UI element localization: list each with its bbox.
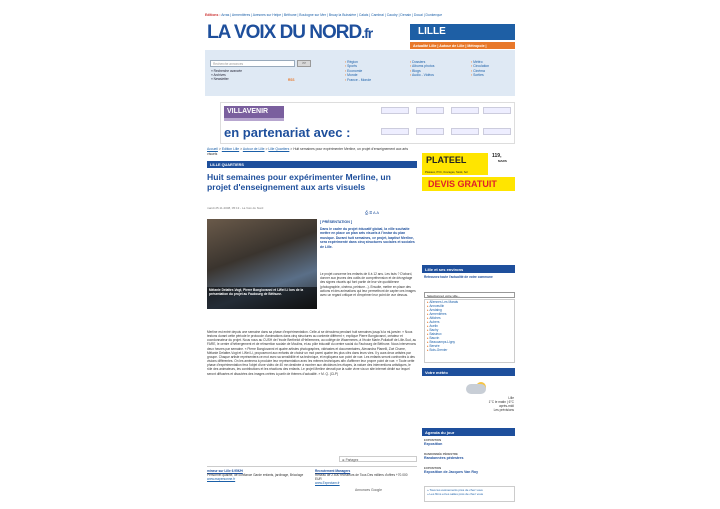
logo-suffix: .fr — [361, 25, 373, 41]
town-item[interactable]: ▸ Attiches — [427, 316, 512, 320]
menu-item[interactable]: ▪ Sorties — [471, 73, 489, 77]
editions-label: Editions : — [205, 13, 221, 17]
menu-item[interactable]: ▪ Dossiers — [410, 60, 434, 64]
agenda-header: Agenda du jour — [422, 428, 515, 436]
partner-logo — [381, 128, 409, 135]
ad-number-2: MARS — [498, 159, 507, 163]
agenda-category: RANDONNÉE PÉDESTRE — [424, 452, 458, 456]
menu-item[interactable]: ▪ France - Monde — [345, 78, 371, 82]
menu-item[interactable]: ▪ Monde — [345, 73, 371, 77]
article-body-2: Merline est entré depuis une semaine dans sa phase d'expérimentation. Celle-ci se déroulera pendant huit semaines jusqu'à la mi-janvier. « Nous testons durant cette période le protocole d'animations dans cinq structures au contexte différent », explique Pierre Bongiovanni, créateur et coordonnateur du projet. Nous nous au CUSH de l'école Berthelot d'Hellemmes, au collège de Wazemmes, à l'école Marie-Poliakoff de Lille-Sud, au FARE, le centre d'hébergement et de réinsertion sociale de Moulins, et au pôle éducatif du centre social du Faubourg de Béthune. Nous intervenons deux heures par semaine. « Pierre Bongiovanni et quatre artistes photographes, vidéastes et documentaires, Alexandra Planelli, Zoé Charre, Mélanie Delattre-Vogt et I-Wei Li, proposeront aux enfants de choisir un mot parmi quatre les plus clés dans leurs vies. Il y aura deux artistes par groupe. Chaque artiste représentera ce mot avec sa sensibilité et sa technique, et expliquera son point de vue. Les enfants seront confrontés à des visions différentes. On les amènera à produire leur représentation avec les mêmes techniques afin d'affirmer leur propre point de vue. » Toute cette phase d'expérimentation fera l'objet d'une vidéo de 40 mn destinée à montrer aux décideurs les étapes, la nature des interventions artistiques, le rôle des animateurs, les contributions et les réactions des enfants. Le projet Merline devrait par la suite vivre via un site internet dédié sur lequel seront diffusées et discutées des images créées à partir de thèmes d'actualité. » M. Q. (CLP) — [207, 330, 417, 376]
email-icon[interactable]: ✉ — [369, 210, 373, 215]
town-item[interactable]: ▸ Armentières — [427, 312, 512, 316]
ad-cta: DEVIS GRATUIT — [422, 177, 515, 191]
newsletter-link[interactable]: » Newsletter — [211, 77, 229, 82]
rss-icon[interactable]: RSS — [288, 78, 295, 82]
partner-logo — [416, 107, 444, 114]
partner-logo — [483, 107, 511, 114]
breadcrumb-autour[interactable]: Autour de Lille — [242, 147, 265, 151]
editions-bar — [205, 13, 515, 17]
agenda-item[interactable] — [424, 438, 515, 446]
search-input[interactable]: Recherche annonces — [210, 60, 295, 67]
plateel-ad[interactable] — [422, 147, 515, 203]
meteo-widget[interactable] — [424, 380, 515, 424]
city-nav[interactable]: Actualité Lille | Autour de Lille | Métropole | — [410, 42, 515, 49]
ad-text: Personnel qualifié, de confiance Garde enfants, jardinage, Bricolage — [207, 473, 304, 477]
town-item[interactable]: ▸ Annoeullin — [427, 304, 512, 308]
town-item[interactable]: ▸ Aubers — [427, 320, 512, 324]
villavenir-logo: VILLAVENIR — [224, 106, 284, 118]
town-item[interactable]: ▸ Bersée — [427, 344, 512, 348]
ad-item[interactable] — [207, 469, 305, 481]
agenda-title[interactable]: Randonnées pédestres — [424, 456, 464, 461]
menu-item[interactable]: ▪ Météo — [471, 60, 489, 64]
share-icon: ⊕ — [342, 457, 345, 462]
editions-list[interactable]: Arras | Armentières | Avesnes sur Helpe | Béthune | Boulogne sur Mer | Bruay la Buissière | Calais | Cambrai | Caudry | Denain | Douai | Dunkerque — [221, 13, 443, 17]
breadcrumb-current: Huit semaines pour expérimenter Merline, un projet d'enseignement aux arts visuels — [207, 147, 409, 156]
text-ads — [207, 466, 417, 498]
town-item[interactable]: ▸ Baisieux — [427, 332, 512, 336]
article-body-1: Le projet concerne les enfants de 6 à 12 ans. Les buts ? D'abord, donner aux jeunes des outils de compréhension et de décryptage des signes visuels qui font partie de leur vie quotidienne (photographie, cinéma, peinture...). Ensuite, mettre en place des actions et des animations qui leur permettront de capter ces images avec un regard critique et d'exprimer leur point de vue dessus. — [320, 272, 416, 298]
article-intro: Dans le cadre du projet éducatif global, la ville souhaite mettre en place un plan arts visuels à l'instar du plan musique. Durant huit semaines, ce projet, baptisé Merline, sera expérimenté dans cinq structures sociales et sociales de Lille. — [320, 227, 415, 249]
article-headline: Huit semaines pour expérimenter Merline, un projet d'enseignement aux arts visuels — [207, 172, 391, 192]
menu-col-2 — [410, 60, 434, 78]
menu-item[interactable]: ▪ Cinéma — [471, 69, 489, 73]
town-item[interactable]: ▸ Anstaing — [427, 308, 512, 312]
breadcrumb: Accueil > Edition Lille > Autour de Lille > Lille Quartiers > Huit semaines pour expérimenter Merline, un projet d'enseignement aux arts visuels — [207, 147, 409, 156]
town-select[interactable]: Sélectionnez votre ville... — [424, 292, 515, 298]
town-item[interactable]: ▸ Avelin — [427, 324, 512, 328]
town-item[interactable]: ▸ Bois-Grenier — [427, 348, 512, 352]
ad-number: 119, — [492, 153, 502, 159]
text-size-icon[interactable]: A — [376, 210, 379, 215]
text-size-icon[interactable]: A — [372, 210, 376, 215]
ad-link[interactable]: www.mapersonne.fr — [207, 477, 236, 481]
agenda-category: EXPOSITION — [424, 438, 442, 442]
page — [205, 10, 515, 509]
breadcrumb-edition[interactable]: Edition Lille — [221, 147, 240, 151]
meteo-temp: 1°C le matin | 6°C après-midi — [488, 400, 514, 408]
town-item[interactable]: ▸ Bachy — [427, 328, 512, 332]
partner-logo — [381, 107, 409, 114]
sidebar-links — [424, 486, 515, 502]
partner-banner[interactable] — [220, 102, 515, 144]
ad-link[interactable]: www.Expectam.fr — [315, 481, 340, 485]
ad-item[interactable] — [315, 469, 413, 485]
town-item[interactable]: ▸ Bauvin — [427, 336, 512, 340]
meteo-more-link[interactable]: Les prévisions — [493, 408, 514, 412]
region-text: Retrouvez toute l'actualité de votre commune — [424, 275, 493, 279]
archives-link[interactable]: » Archives — [211, 73, 226, 78]
section-header: LILLE QUARTIERS — [207, 161, 417, 168]
breadcrumb-quartiers[interactable]: Lille Quartiers — [268, 147, 290, 151]
advanced-search-link[interactable]: » Recherche avancée — [211, 69, 243, 73]
print-icon[interactable]: ⎙ — [365, 210, 369, 215]
site-logo[interactable] — [207, 22, 372, 44]
menu-col-1 — [345, 60, 371, 82]
menu-col-3 — [471, 60, 489, 78]
agenda-item[interactable] — [424, 452, 515, 460]
breadcrumb-home[interactable]: Accueil — [207, 147, 218, 151]
menu-item[interactable]: ▪ Circulation — [471, 64, 489, 68]
partner-logo — [451, 128, 479, 135]
google-ads-label[interactable]: Annonces Google — [355, 488, 382, 492]
logo-text: LA VOIX DU NORD — [207, 22, 362, 43]
plateel-logo: PLATEEL — [422, 153, 488, 171]
agenda-title[interactable]: Exposition de Jacques Van Roy — [424, 470, 479, 475]
article-dateline: mardi 25.11.2008, 05:13 - La Voix du Nord — [207, 206, 264, 210]
meteo-header: Votre météo — [422, 368, 515, 376]
agenda-title[interactable]: Exposition — [424, 442, 443, 447]
ad-title[interactable]: mineur sur Lille 6.95€/H — [207, 469, 243, 473]
events-link[interactable]: » Tous les événements près de chez vous — [427, 488, 483, 492]
menu-item[interactable]: ▪ Blogs — [410, 69, 434, 73]
city-title: LILLE — [410, 24, 515, 40]
agenda-category: EXPOSITION — [424, 466, 442, 470]
menu-item[interactable]: ▪ Economie — [345, 69, 371, 73]
search-button[interactable]: >> — [297, 60, 311, 67]
menu-item[interactable]: ▪ Sports — [345, 64, 371, 68]
partner-logo — [451, 107, 479, 114]
plateel-subtitle: Plateaux, PVC, Ouvrages, Stock, Sol — [422, 171, 488, 175]
search-links — [211, 69, 242, 82]
town-item[interactable]: ▸ Allennes Les Marais — [427, 300, 512, 304]
article-tag: [ PRÉSENTATION ] — [320, 220, 353, 224]
villavenir-logo-bar — [224, 118, 284, 121]
films-link[interactable]: » Les films et les salles près de chez vous — [427, 492, 484, 496]
share-button[interactable] — [339, 456, 417, 462]
town-item[interactable]: ▸ Beaucamps-Ligny — [427, 340, 512, 344]
article-photo — [207, 219, 317, 309]
meteo-city: Lille — [508, 396, 514, 400]
ad-title[interactable]: Recrutement Managers — [315, 469, 351, 473]
menu-item[interactable]: ▪ Albums photos — [410, 64, 434, 68]
partner-logo — [416, 128, 444, 135]
region-header: Lille et ses environs — [422, 265, 515, 273]
partner-text: en partenariat avec : — [224, 125, 351, 140]
ad-text: Réseau de 2.600 recruteurs de Tous Des milliers d'offres +70.000 EUR — [315, 473, 408, 481]
menu-item[interactable]: ▪ Région — [345, 60, 371, 64]
photo-caption: Mélanie Delattre-Vogt, Pierre Bongiovanni et I-Wei Li lors de la présentation du projet au Faubourg de Béthune. — [207, 287, 317, 309]
partner-logo — [483, 128, 511, 135]
agenda-item[interactable] — [424, 466, 515, 474]
menu-item[interactable]: ▪ Audio - Vidéos — [410, 73, 434, 77]
cloud-icon — [466, 384, 486, 394]
town-list[interactable] — [424, 299, 515, 363]
meteo-info — [484, 396, 514, 412]
article-tools — [365, 210, 379, 215]
share-label: Partagez — [345, 457, 359, 462]
